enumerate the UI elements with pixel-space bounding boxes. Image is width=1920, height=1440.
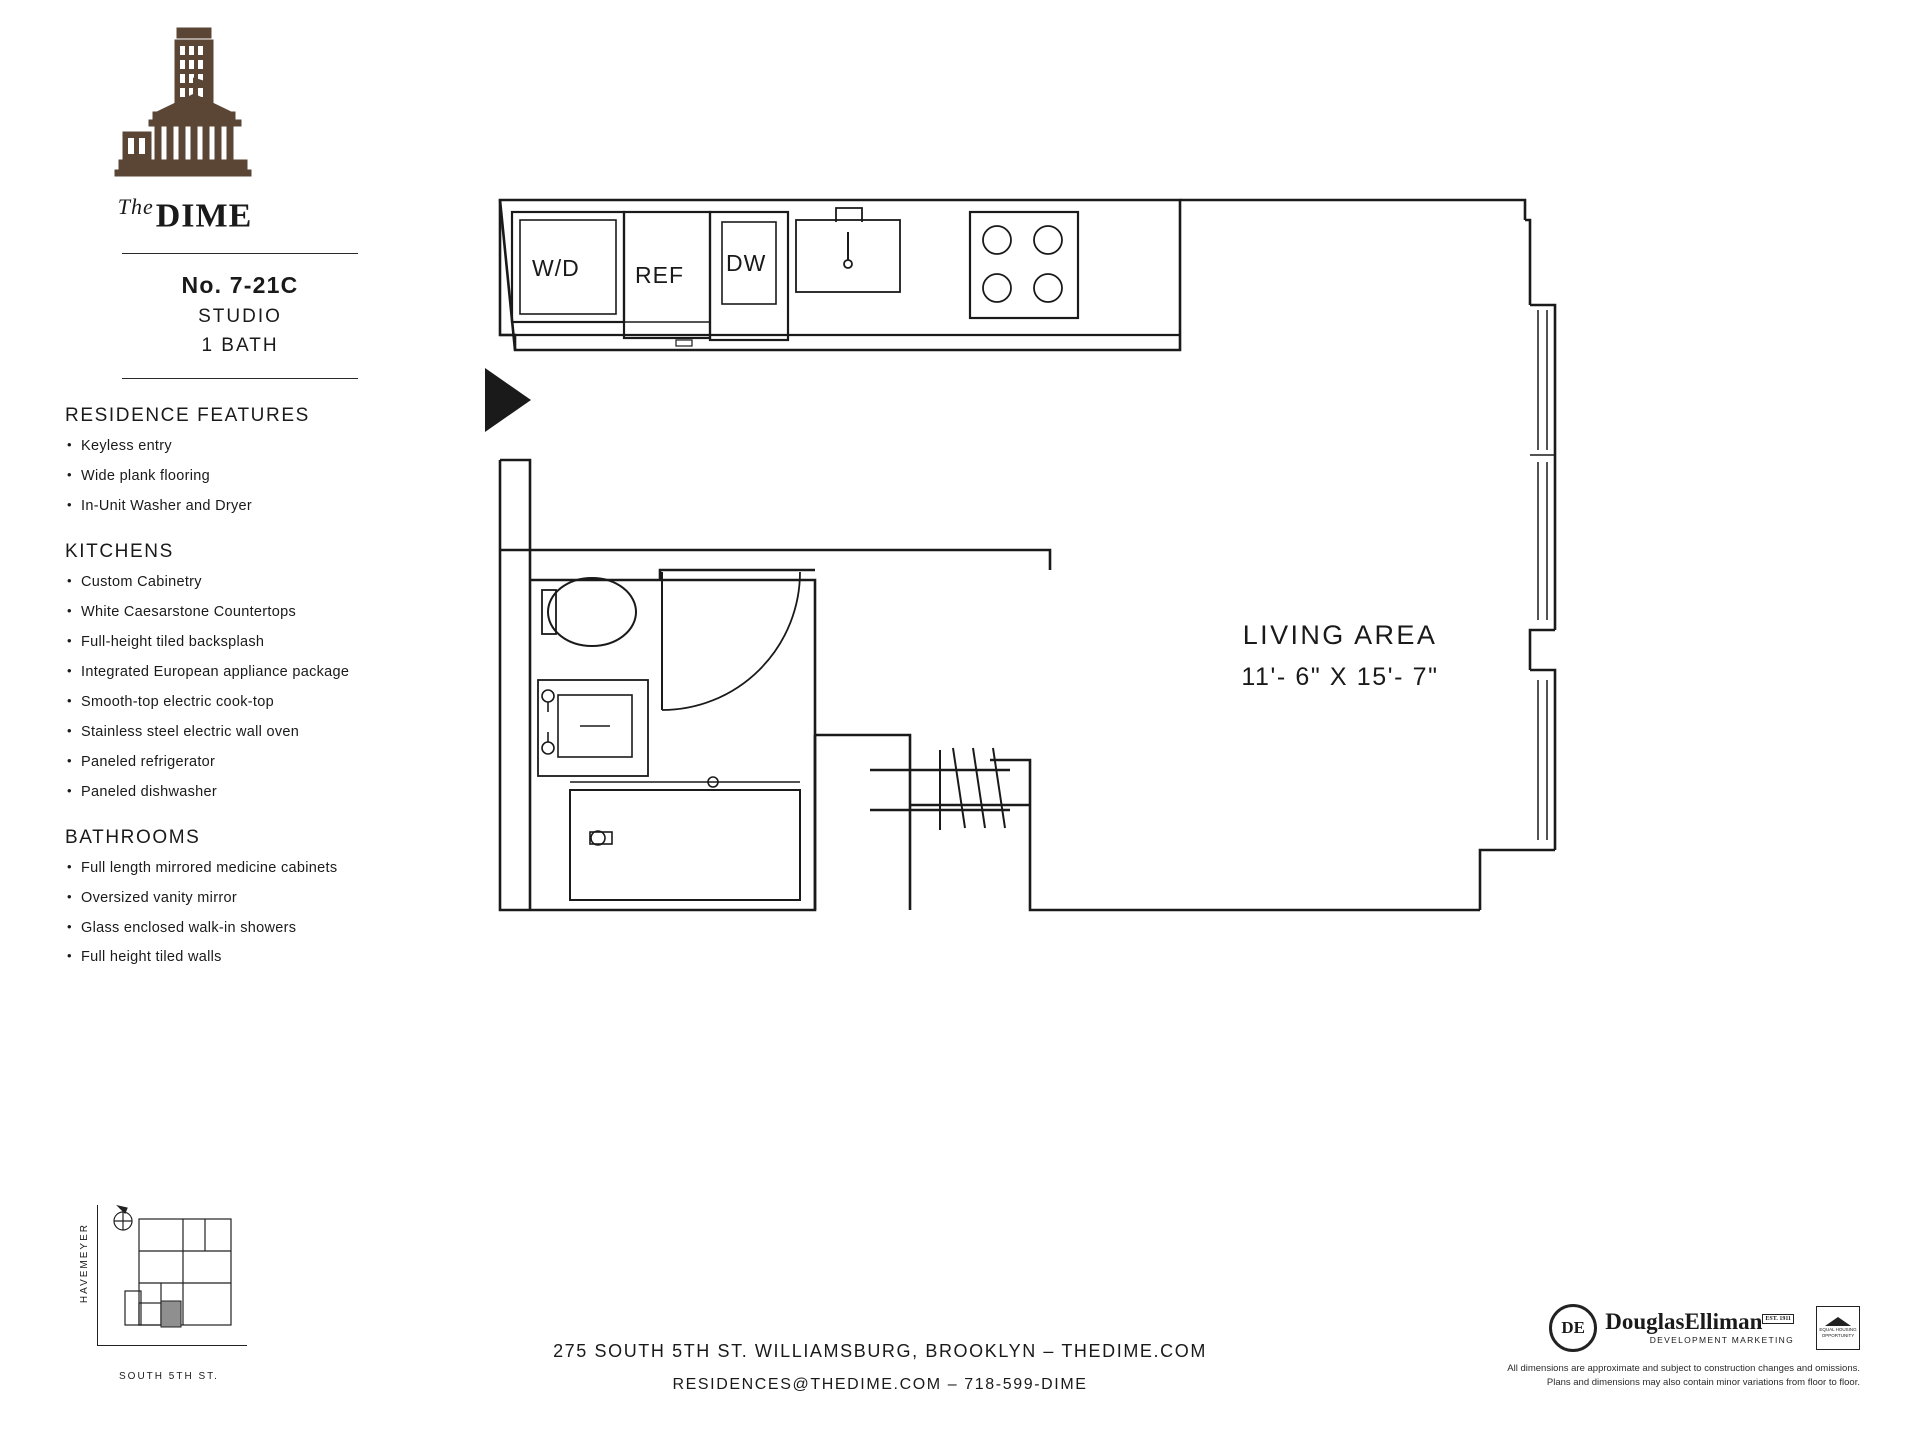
room-label-living-area — [1180, 620, 1500, 692]
list-item: • Paneled dishwasher — [67, 785, 425, 801]
list-item: • In-Unit Washer and Dryer — [67, 499, 425, 515]
unit-number: No. 7-21C — [181, 272, 299, 299]
list-item: • Oversized vanity mirror — [67, 891, 425, 907]
agency-est: EST. 1911 — [1762, 1314, 1794, 1324]
agency-subtitle: DEVELOPMENT MARKETING — [1649, 1335, 1794, 1345]
residence-features-list — [55, 439, 425, 515]
agency-name: DouglasElliman — [1605, 1309, 1763, 1334]
unit-type-line1: STUDIO — [198, 306, 282, 328]
keymap-street-vertical: HAVEMEYER — [79, 1223, 90, 1304]
keymap-axis-vertical — [97, 1205, 98, 1345]
list-item: • Stainless steel electric wall oven — [67, 725, 425, 741]
bank-building-icon — [105, 20, 265, 200]
disclaimer-line2: Plans and dimensions may also contain minor variations from floor to floor. — [1546, 1376, 1860, 1388]
list-item: • Smooth-top electric cook-top — [67, 695, 425, 711]
section-title-residence-features: RESIDENCE FEATURES — [65, 405, 310, 427]
entry-arrow-icon — [485, 368, 531, 437]
room-dimensions: 11'- 6" X 15'- 7" — [1241, 663, 1439, 691]
section-title-bathrooms: BATHROOMS — [65, 826, 201, 848]
list-item: • Wide plank flooring — [67, 469, 425, 485]
list-item: • White Caesarstone Countertops — [67, 605, 425, 621]
kitchens-list — [55, 575, 425, 801]
list-item: • Paneled refrigerator — [67, 755, 425, 771]
list-item: • Integrated European appliance package — [67, 665, 425, 681]
appliance-label-washer-dryer: W/D — [532, 255, 580, 281]
equal-housing-opportunity-icon — [1816, 1306, 1860, 1350]
appliance-label-dishwasher: DW — [726, 250, 767, 276]
room-name: LIVING AREA — [1242, 620, 1438, 650]
list-item: • Glass enclosed walk-in showers — [67, 921, 425, 937]
de-monogram-icon: DE — [1549, 1304, 1597, 1352]
list-item: • Custom Cabinetry — [67, 575, 425, 591]
list-item: • Full-height tiled backsplash — [67, 635, 425, 651]
north-arrow-icon — [114, 1206, 132, 1230]
eho-line1: EQUAL HOUSING — [1819, 1327, 1857, 1333]
logo-wordmark — [85, 194, 285, 235]
appliance-label-refrigerator: REF — [635, 262, 684, 288]
divider-top — [122, 253, 358, 254]
keymap-plan-icon — [105, 1205, 285, 1347]
eho-line2: OPPORTUNITY — [1821, 1332, 1855, 1338]
unit-type — [55, 303, 425, 360]
douglas-elliman-logo — [1549, 1304, 1794, 1352]
footer-address: 275 SOUTH 5TH ST. WILLIAMSBURG, BROOKLYN – THEDIME.COM — [553, 1341, 1207, 1361]
logo-the: The — [117, 194, 154, 219]
footer-contact: RESIDENCES@THEDIME.COM – 718-599-DIME — [672, 1376, 1088, 1393]
unit-type-line2: 1 BATH — [201, 334, 279, 356]
list-item: • Keyless entry — [67, 439, 425, 455]
divider-bottom — [122, 378, 358, 379]
disclaimer — [1430, 1362, 1860, 1391]
disclaimer-line1: All dimensions are approximate and subject to construction changes and omissions. — [1507, 1362, 1860, 1374]
brand-logo — [85, 20, 285, 235]
list-item: • Full length mirrored medicine cabinets — [67, 861, 425, 877]
floor-plan — [470, 150, 1870, 1080]
bathrooms-list — [55, 861, 425, 967]
logo-dime: DIME — [155, 197, 253, 235]
section-title-kitchens: KITCHENS — [65, 541, 174, 563]
list-item: • Full height tiled walls — [67, 950, 425, 966]
agency-brand — [1430, 1304, 1860, 1391]
keymap-street-horizontal: SOUTH 5TH ST. — [119, 1371, 219, 1382]
